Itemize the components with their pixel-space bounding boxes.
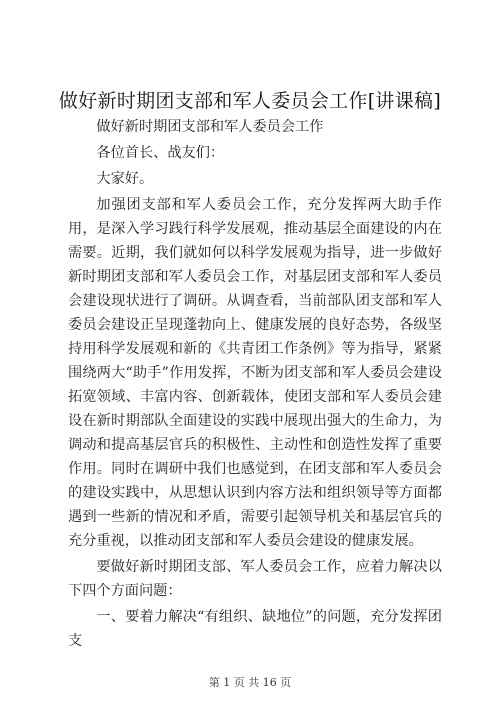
body-paragraph: 要做好新时期团支部、军人委员会工作，应着力解决以下四个方面问题： (68, 559, 442, 599)
section-heading-paragraph: 一、要着力解决“有组织、缺地位”的问题，充分发挥团支 (68, 609, 442, 649)
page-number-footer: 第 1 页 共 16 页 (208, 676, 292, 689)
greeting-paragraph: 大家好。 (96, 171, 154, 187)
subtitle-paragraph: 做好新时期团支部和军人委员会工作 (96, 119, 324, 135)
document-body (68, 115, 442, 653)
document-title: 做好新时期团支部和军人委员会工作[讲课稿] (58, 90, 442, 112)
salutation-paragraph: 各位首长、战友们： (96, 145, 225, 161)
body-paragraph: 加强团支部和军人委员会工作，充分发挥两大助手作用，是深入学习践行科学发展观，推动基层全面建设的内在需要。近期，我们就如何以科学发展观为指导，进一步做好新时期团支部和军人委员会工作，对基层团支部和军人委员会建设现状进行了调研。从调查看，当前部队团支部和军人委员会建设正呈现蓬勃向上、健康发展的良好态势，各级坚持用科学发展观和新的《共青团工作条例》等为指导，紧紧围绕两大“助手”作用发挥，不断为团支部和军人委员会建设拓宽领域、丰富内容、创新载体，使团支部和军人委员会建设在新时期部队全面建设的实践中展现出强大的生命力，为调动和提高基层官兵的积极性、主动性和创造性发挥了重要作用。同时在调研中我们也感觉到，在团支部和军人委员会的建设实践中，从思想认识到内容方法和组织领导等方面都遇到一些新的情况和矛盾，需要引起领导机关和基层官兵的充分重视，以推动团支部和军人委员会建设的健康发展。 (68, 197, 442, 549)
